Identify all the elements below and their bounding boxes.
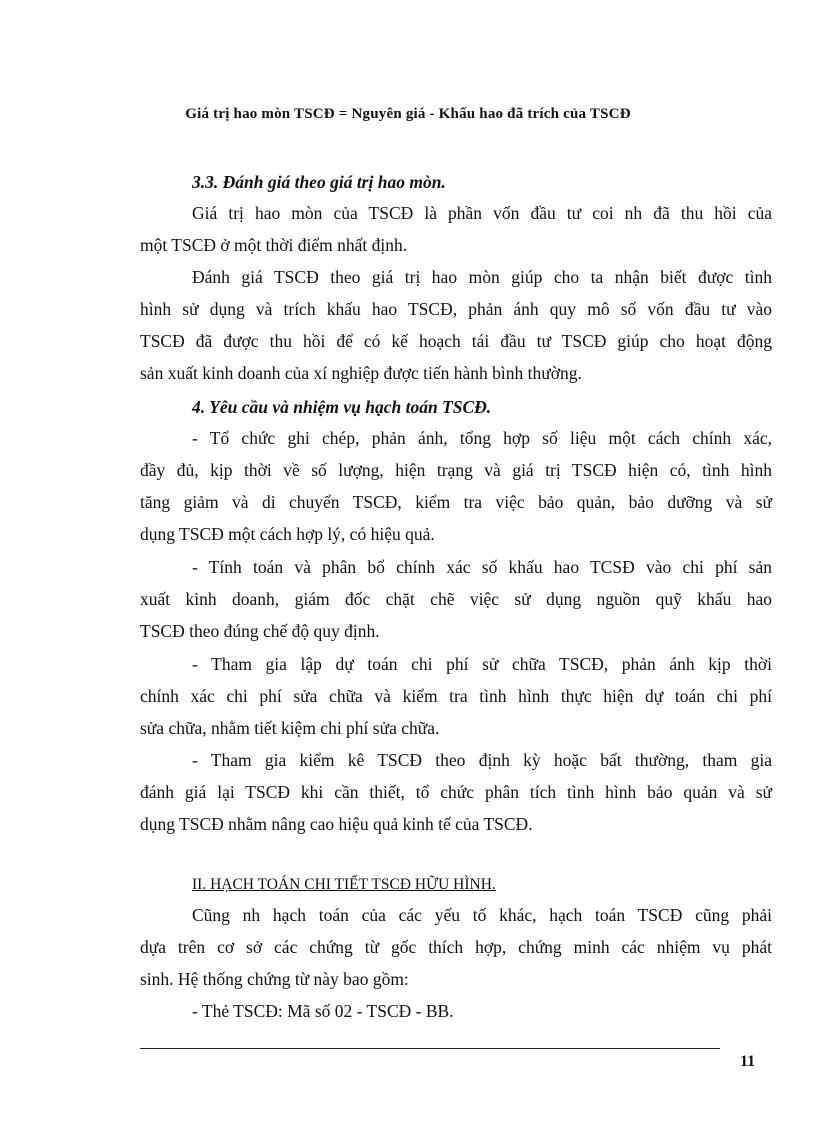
section-4-item-1-line: - Tổ chức ghi chép, phản ánh, tổng hợp số liệu một cách chính xác, (192, 428, 772, 448)
section-3-3-paragraph-2-line: Đánh giá TSCĐ theo giá trị hao mòn giúp cho ta nhận biết được tình (192, 267, 772, 287)
section-II-paragraph-line: dựa trên cơ sở các chứng từ gốc thích hợp, chứng minh các nhiệm vụ phát (140, 937, 772, 957)
section-4-item-2-line: - Tính toán và phân bổ chính xác số khấu hao TCSĐ vào chi phí sản (192, 557, 772, 577)
page-number: 11 (740, 1053, 756, 1070)
section-II-paragraph-line: Cũng nh hạch toán của các yếu tố khác, hạch toán TSCĐ cũng phải (192, 905, 772, 925)
section-3-3-heading: 3.3. Đánh giá theo giá trị hao mòn. (192, 172, 446, 192)
section-4-item-1-line: tăng giảm và di chuyển TSCĐ, kiểm tra việc bảo quản, bảo dưỡng và sử (140, 492, 772, 512)
section-4-item-4-line: dụng TSCĐ nhằm nâng cao hiệu quả kinh tế của TSCĐ. (140, 814, 533, 834)
section-4-item-1-line: đầy đủ, kịp thời về số lượng, hiện trạng và giá trị TSCĐ hiện có, tình hình (140, 460, 772, 480)
section-II-item-1: - Thẻ TSCĐ: Mã số 02 - TSCĐ - BB. (192, 1001, 454, 1021)
section-4-item-4-line: - Tham gia kiểm kê TSCĐ theo định kỳ hoặc bất thường, tham gia (192, 750, 772, 770)
section-II-heading: II. HẠCH TOÁN CHI TIẾT TSCĐ HỮU HÌNH. (192, 876, 496, 893)
section-4-item-2-line: TSCĐ theo đúng chế độ quy định. (140, 621, 380, 641)
section-4-item-1-line: dụng TSCĐ một cách hợp lý, có hiệu quả. (140, 524, 435, 544)
section-3-3-paragraph-1-line: Giá trị hao mòn của TSCĐ là phần vốn đầu tư coi nh đã thu hồi của (192, 203, 772, 223)
section-4-item-3-line: - Tham gia lập dự toán chi phí sử chữa TSCĐ, phản ánh kịp thời (192, 654, 772, 674)
section-3-3-paragraph-2-line: sản xuất kinh doanh của xí nghiệp được tiến hành bình thường. (140, 363, 582, 383)
section-3-3-paragraph-2-line: hình sử dụng và trích khấu hao TSCĐ, phản ánh quy mô số vốn đầu tư vào (140, 299, 772, 319)
section-4-item-3-line: chính xác chi phí sửa chữa và kiểm tra tình hình thực hiện dự toán chi phí (140, 686, 772, 706)
footer-rule (140, 1048, 720, 1049)
section-4-item-2-line: xuất kinh doanh, giám đốc chặt chẽ việc sử dụng nguồn quỹ khấu hao (140, 589, 772, 609)
section-3-3-paragraph-1-line: một TSCĐ ở một thời điểm nhất định. (140, 235, 408, 255)
section-4-item-4-line: đánh giá lại TSCĐ khi cần thiết, tổ chức phân tích tình hình bảo quản và sử (140, 782, 772, 802)
section-3-3-paragraph-2-line: TSCĐ đã được thu hồi để có kế hoạch tái đầu tư TSCĐ giúp cho hoạt động (140, 331, 772, 351)
depreciation-formula: Giá trị hao mòn TSCĐ = Nguyên giá - Khấu hao đã trích của TSCĐ (185, 106, 631, 122)
section-II-paragraph-line: sinh. Hệ thống chứng từ này bao gồm: (140, 969, 409, 989)
section-4-item-3-line: sửa chữa, nhằm tiết kiệm chi phí sửa chữa. (140, 718, 440, 738)
section-4-heading: 4. Yêu cầu và nhiệm vụ hạch toán TSCĐ. (192, 397, 492, 417)
